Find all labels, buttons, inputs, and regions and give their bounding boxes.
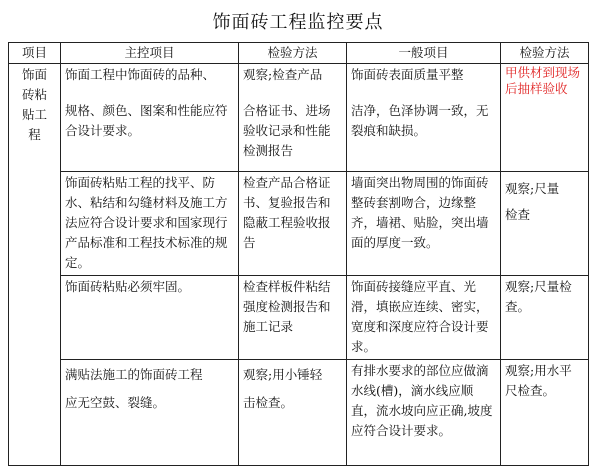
general-method-cell xyxy=(501,172,589,276)
category-line: 饰面 xyxy=(21,67,47,82)
general-item-text: 洁净，色泽协调一致，无裂痕和缺损。 xyxy=(351,103,489,138)
main-item-cell xyxy=(61,360,239,466)
header-row xyxy=(9,43,589,64)
table-row xyxy=(9,64,589,172)
general-method-cell: 观察;尺量检查。 xyxy=(501,276,589,360)
main-method-text: 击检查。 xyxy=(243,395,294,410)
main-item-cell xyxy=(61,64,239,172)
main-item-cell: 饰面砖粘贴工程的找平、防水、粘结和勾缝材料及施工方法应符合设计要求和国家现行产品标准和工程技术标准的规定。 xyxy=(61,172,239,276)
category-cell xyxy=(9,64,61,466)
main-item-text: 饰面工程中饰面砖的品种、 xyxy=(65,67,216,82)
table-row xyxy=(9,172,589,276)
general-method-text: 甲供材到现场后抽样验收 xyxy=(505,65,581,96)
main-method-cell: 检查产品合格证书、复验报告和隐蔽工程验收报告 xyxy=(239,172,347,276)
main-item-cell: 饰面砖粘贴必须牢固。 xyxy=(61,276,239,360)
main-item-text: 满贴法施工的饰面砖工程 xyxy=(65,367,203,382)
page-title: 饰面砖工程监控要点 xyxy=(212,12,384,33)
general-item-text: 饰面砖表面质量平整 xyxy=(351,67,464,82)
inspection-table xyxy=(8,42,589,466)
header-general-method: 检验方法 xyxy=(501,43,589,64)
general-item-cell: 有排水要求的部位应做滴水线(槽)，滴水线应顺直，流水坡向应正确,坡度应符合设计要求。 xyxy=(347,360,501,466)
main-item-text: 规格、颜色、图案和性能应符合设计要求。 xyxy=(65,103,228,138)
header-project: 项目 xyxy=(9,43,61,64)
general-method-text: 检查 xyxy=(505,207,531,222)
header-main-item: 主控项目 xyxy=(61,43,239,64)
table-row xyxy=(9,360,589,466)
category-line: 程 xyxy=(28,127,41,142)
general-method-text: 观察;尺量 xyxy=(505,181,560,196)
general-item-cell xyxy=(347,64,501,172)
main-method-cell xyxy=(239,360,347,466)
header-general-item: 一般项目 xyxy=(347,43,501,64)
main-item-text: 应无空鼓、裂缝。 xyxy=(65,395,166,410)
main-method-text: 合格证书、进场验收记录和性能检测报告 xyxy=(243,103,331,158)
category-line: 贴工 xyxy=(21,107,47,122)
general-method-cell: 观察;用水平尺检查。 xyxy=(501,360,589,466)
general-method-cell xyxy=(501,64,589,172)
general-item-cell: 饰面砖接缝应平直、光滑，填嵌应连续、密实，宽度和深度应符合设计要求。 xyxy=(347,276,501,360)
main-method-cell: 检查样板件粘结强度检测报告和施工记录 xyxy=(239,276,347,360)
main-method-cell xyxy=(239,64,347,172)
table-row xyxy=(9,276,589,360)
general-item-cell: 墙面突出物周围的饰面砖整砖套割吻合，边缘整齐，墙裙、贴脸，突出墙面的厚度一致。 xyxy=(347,172,501,276)
header-main-method: 检验方法 xyxy=(239,43,347,64)
category-line: 砖粘 xyxy=(21,87,47,102)
main-method-text: 观察;检查产品 xyxy=(243,67,323,82)
main-method-text: 观察;用小锤轻 xyxy=(243,367,323,382)
